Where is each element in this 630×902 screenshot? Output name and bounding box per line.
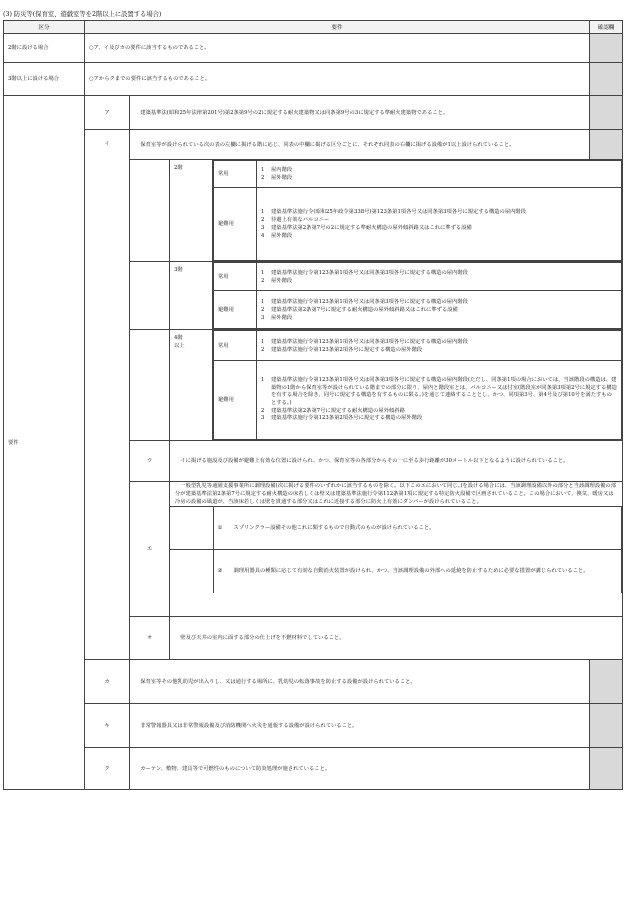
table-row-a <box>4 96 623 130</box>
list-item: 2 待避上有効なバルコニー <box>261 217 330 223</box>
list-item: 3 建築基準法施行令第123条第2項各号に規定する構造の屋外階段 <box>261 415 423 422</box>
table-row-ki <box>4 704 623 748</box>
list-item: 2 屋外階段 <box>261 175 293 181</box>
fire-prevention-table <box>3 20 623 790</box>
header-check: 確認欄 <box>590 21 623 34</box>
requirements-label: 要件 <box>4 96 85 790</box>
category-label-3f: 3階以上に設ける場合 <box>4 63 85 96</box>
item-mark-u: ウ <box>130 441 170 482</box>
item-mark-ku: ク <box>85 748 130 790</box>
table-row-ku <box>4 748 623 790</box>
item-text-u: イに掲げる施設及び設備が避難上有効な位置に設けられ、かつ、保育室等の各部分からその一に至る歩行距離が30メートル以下となるように設けられていること。 <box>170 441 623 482</box>
item-text-a: 建築基準法(昭和25年法律第201号)第2条第9号の2に規定する耐火建築物又は同条第9号の3に規定する準耐火建築物であること。 <box>130 96 590 130</box>
usage-normal-2f: 常用 <box>214 161 257 188</box>
item-mark-i: イ <box>85 130 130 660</box>
floor-label-4f: 4階 以上 <box>170 330 213 441</box>
table-row-ka <box>4 660 623 704</box>
item-text-o: 壁及び天井の室内に面する部分の仕上げを不燃材料でしていること。 <box>170 617 623 660</box>
usage-evac-4f: 避難用 <box>214 361 257 440</box>
spacer-i-4f <box>130 330 170 441</box>
item-block-e <box>170 482 623 617</box>
table-row-3f <box>4 63 623 96</box>
item-mark-o: オ <box>130 617 170 660</box>
list-item: 2 建築基準法施行令第123条第2項各号に規定する構造の屋外階段 <box>261 346 423 353</box>
list-item: 1 建築基準法施行令第123条第1項各号又は同条第3項各号に規定する構造の屋内階段 <box>261 269 468 276</box>
category-label-2f: 2階に設ける場合 <box>4 34 85 63</box>
equipment-block-3f <box>213 262 623 330</box>
check-cell-ku[interactable] <box>590 748 623 790</box>
list-item: 1 建築基準法施行令(昭和25年政令第338号)第123条第1項各号又は同条第3項各号に規定する構造の屋内階段 <box>261 209 527 215</box>
header-category: 区分 <box>4 21 85 34</box>
list-item: 3 建築基準法第2条第7号の2に規定する準耐火構造の屋外傾斜路又はこれに準ずる設備 <box>261 225 472 231</box>
list-item: 2 建築基準法第2条第7号に規定する耐火構造の屋外傾斜路又はこれに準ずる設備 <box>261 306 458 313</box>
check-cell-ka[interactable] <box>590 660 623 704</box>
list-item: 1 建築基準法施行令第123条第1項各号又は同条第3項各号に規定する構造の屋内階段 <box>261 338 468 345</box>
spacer-e-1 <box>170 507 213 550</box>
item-text-e: 一般型乳児等通園支援事業所に調理設備(次に掲げる要件のいずれかに該当するものを除く。以下このエにおいて同じ。)を設ける場合には、当該調理設備以外の部分と当該調理設備の部分が建築基準法第2条第7号に規定する耐火構造の床若しくは壁又は建築基準法施行令第112条第1項に規定する特定防火設備で区画されていること。この場合において、換気、暖房又は冷房の設備の風道が、当該床若しくは壁を貫通する部分又はこれに近接する部分に防火上有効にダンパーが設けられていること。 <box>175 483 617 505</box>
table-row-i <box>4 130 623 160</box>
sub-item-e-2: ② 調理用器具の種類に応じて有効な自動消火装置が設けられ、かつ、当該調理設備の外部への延焼を防止するために必要な措置が講じられていること。 <box>213 550 622 593</box>
spacer-i-3f <box>130 262 170 330</box>
header-requirement: 要件 <box>85 21 590 34</box>
list-item: 1 屋内階段 <box>261 167 293 173</box>
item-text-ki: 非常警報器具又は非常警報設備及び消防機関へ火災を通報する設備が設けられていること。 <box>130 704 590 748</box>
check-cell-i[interactable] <box>590 130 623 160</box>
item-text-i: 保育室等が設けられている次の表の左欄に掲げる階に応じ、同表の中欄に掲げる区分ごとに、それぞれ同表の右欄に掲げる設備が1以上設けられていること。 <box>130 130 590 160</box>
table-row-2f <box>4 34 623 63</box>
list-item: 2 建築基準法第2条第7号に規定する耐火構造の屋外傾斜路 <box>261 407 405 414</box>
floor-label-3f: 3階 <box>170 262 213 330</box>
check-cell-ki[interactable] <box>590 704 623 748</box>
item-mark-ki: キ <box>85 704 130 748</box>
check-cell-3f[interactable] <box>590 63 623 96</box>
requirement-text-3f: ○アからクまでの要件に該当するものであること。 <box>85 63 590 96</box>
equipment-block-2f <box>213 160 623 262</box>
item-mark-a: ア <box>85 96 130 130</box>
usage-normal-3f: 常用 <box>214 263 257 291</box>
requirement-text-2f: ○ア、イ及びカの要件に該当するものであること。 <box>85 34 590 63</box>
list-item: 4 屋外階段 <box>261 233 293 239</box>
usage-normal-4f: 常用 <box>214 331 257 361</box>
spacer-i-2f <box>130 160 170 262</box>
sub-item-e-1: ① スプリンクラー設備その他これに類するもので自動式のものが設けられていること。 <box>213 507 622 550</box>
check-cell-a[interactable] <box>590 96 623 130</box>
list-item: 1 建築基準法施行令第123条第1項各号又は同条第3項各号に規定する構造の屋内階段(ただし、同条第1項の場合においては、当該階段の構造は、建築物の1階から保育室等が設けられている階までの部分に限り、屋内と階段室とは、バルコニー又は付室(階段室が同条第3項第2号に規定する構造を有する場合を除き、同号に規定する構造を有するものに限る。)を通じて連絡することとし、かつ、同項第3号、第4号及び第10号を満たすものとする。) <box>261 377 617 406</box>
check-cell-2f[interactable] <box>590 34 623 63</box>
item-text-ka: 保育室等その他乳幼児が出入りし、又は通行する場所に、乳幼児の転落事故を防止する設備が設けられていること。 <box>130 660 590 704</box>
list-item: 1 建築基準法施行令第123条第1項各号又は同条第3項各号に規定する構造の屋内階段 <box>261 298 468 305</box>
spacer-e-2 <box>170 550 213 593</box>
list-item: 3 屋外階段 <box>261 314 293 321</box>
item-text-ku: カーテン、敷物、建具等で可燃性のものについて防炎処理が施されていること。 <box>130 748 590 790</box>
floor-label-2f: 2階 <box>170 160 213 262</box>
usage-evac-3f: 避難用 <box>214 291 257 329</box>
usage-evac-2f: 避難用 <box>214 188 257 261</box>
section-heading: (3) 防災等(保育室、遊戯室等を2階以上に設置する場合) <box>3 11 162 18</box>
equipment-block-4f <box>213 330 623 441</box>
item-mark-e: エ <box>130 482 170 617</box>
table-header-row <box>4 21 623 34</box>
item-mark-ka: カ <box>85 660 130 704</box>
list-item: 2 屋外階段 <box>261 277 293 284</box>
